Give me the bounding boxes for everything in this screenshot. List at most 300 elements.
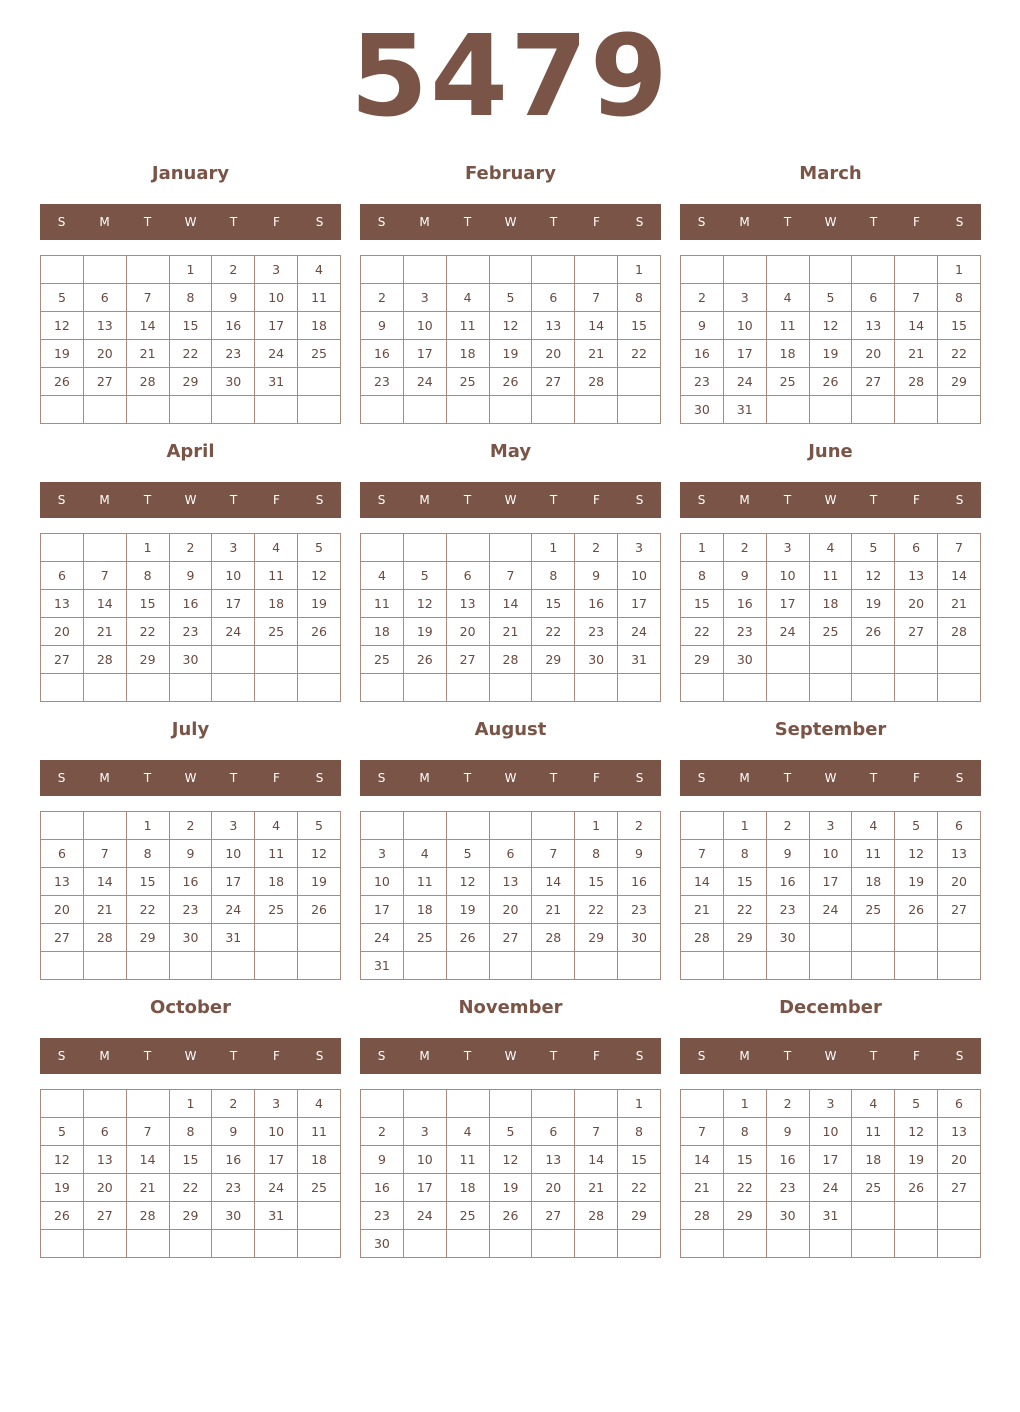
day-cell: 12 bbox=[446, 868, 489, 896]
week-row bbox=[361, 340, 661, 368]
weekday-label: T bbox=[143, 493, 152, 507]
day-cell: 1 bbox=[723, 1090, 766, 1118]
week-row bbox=[41, 896, 341, 924]
day-grid bbox=[360, 1089, 661, 1258]
empty-day-cell bbox=[298, 1202, 341, 1230]
weekday-label: W bbox=[504, 771, 517, 785]
empty-day-cell bbox=[938, 924, 981, 952]
day-cell: 15 bbox=[169, 1146, 212, 1174]
day-cell: 19 bbox=[895, 1146, 938, 1174]
week-row bbox=[41, 1146, 341, 1174]
day-cell: 8 bbox=[938, 284, 981, 312]
day-cell: 8 bbox=[532, 562, 575, 590]
day-cell: 21 bbox=[126, 1174, 169, 1202]
day-cell: 5 bbox=[298, 534, 341, 562]
day-cell: 10 bbox=[809, 1118, 852, 1146]
weekday-header bbox=[680, 204, 981, 240]
day-cell: 16 bbox=[681, 340, 724, 368]
day-cell: 1 bbox=[169, 256, 212, 284]
day-cell: 19 bbox=[489, 1174, 532, 1202]
day-cell: 27 bbox=[83, 368, 126, 396]
day-cell: 14 bbox=[938, 562, 981, 590]
week-row bbox=[681, 674, 981, 702]
day-cell: 24 bbox=[618, 618, 661, 646]
weekday-header bbox=[360, 204, 661, 240]
empty-day-cell bbox=[852, 256, 895, 284]
empty-day-cell bbox=[681, 674, 724, 702]
day-cell: 9 bbox=[575, 562, 618, 590]
empty-day-cell bbox=[126, 674, 169, 702]
day-cell: 2 bbox=[575, 534, 618, 562]
empty-day-cell bbox=[723, 256, 766, 284]
day-cell: 4 bbox=[852, 812, 895, 840]
weekday-label: F bbox=[913, 493, 920, 507]
empty-day-cell bbox=[403, 674, 446, 702]
day-cell: 11 bbox=[298, 284, 341, 312]
week-row bbox=[41, 618, 341, 646]
day-cell: 28 bbox=[126, 368, 169, 396]
weekday-label: T bbox=[229, 493, 238, 507]
day-cell: 5 bbox=[41, 284, 84, 312]
day-cell: 31 bbox=[809, 1202, 852, 1230]
week-row bbox=[361, 312, 661, 340]
day-cell: 17 bbox=[766, 590, 809, 618]
day-cell: 11 bbox=[809, 562, 852, 590]
day-cell: 21 bbox=[83, 618, 126, 646]
empty-day-cell bbox=[489, 1230, 532, 1258]
day-cell: 31 bbox=[618, 646, 661, 674]
day-cell: 19 bbox=[41, 340, 84, 368]
weekday-header bbox=[40, 760, 341, 796]
day-cell: 31 bbox=[212, 924, 255, 952]
day-cell: 9 bbox=[212, 284, 255, 312]
day-cell: 7 bbox=[83, 840, 126, 868]
empty-day-cell bbox=[403, 534, 446, 562]
day-cell: 4 bbox=[255, 534, 298, 562]
day-cell: 27 bbox=[489, 924, 532, 952]
day-cell: 16 bbox=[361, 340, 404, 368]
day-cell: 16 bbox=[361, 1174, 404, 1202]
day-cell: 4 bbox=[766, 284, 809, 312]
day-cell: 30 bbox=[723, 646, 766, 674]
weekday-header bbox=[360, 760, 661, 796]
empty-day-cell bbox=[255, 396, 298, 424]
day-cell: 1 bbox=[169, 1090, 212, 1118]
day-cell: 22 bbox=[618, 340, 661, 368]
empty-day-cell bbox=[446, 396, 489, 424]
day-cell: 13 bbox=[938, 1118, 981, 1146]
empty-day-cell bbox=[532, 674, 575, 702]
weekday-label: T bbox=[869, 493, 878, 507]
weekday-label: S bbox=[697, 1049, 706, 1063]
empty-day-cell bbox=[852, 924, 895, 952]
empty-day-cell bbox=[852, 396, 895, 424]
weekday-label: S bbox=[57, 493, 66, 507]
day-cell: 13 bbox=[41, 868, 84, 896]
week-row bbox=[41, 368, 341, 396]
day-cell: 8 bbox=[618, 284, 661, 312]
day-cell: 15 bbox=[618, 1146, 661, 1174]
day-cell: 14 bbox=[489, 590, 532, 618]
day-cell: 25 bbox=[809, 618, 852, 646]
day-cell: 1 bbox=[938, 256, 981, 284]
day-cell: 28 bbox=[895, 368, 938, 396]
empty-day-cell bbox=[83, 674, 126, 702]
day-cell: 27 bbox=[532, 368, 575, 396]
weekday-label: W bbox=[184, 493, 197, 507]
weekday-label: M bbox=[419, 771, 430, 785]
day-cell: 19 bbox=[895, 868, 938, 896]
empty-day-cell bbox=[532, 396, 575, 424]
day-cell: 28 bbox=[532, 924, 575, 952]
empty-day-cell bbox=[83, 396, 126, 424]
empty-day-cell bbox=[618, 368, 661, 396]
empty-day-cell bbox=[126, 1090, 169, 1118]
empty-day-cell bbox=[681, 256, 724, 284]
day-cell: 23 bbox=[766, 1174, 809, 1202]
day-cell: 15 bbox=[126, 590, 169, 618]
day-cell: 9 bbox=[766, 840, 809, 868]
weekday-label: T bbox=[463, 1049, 472, 1063]
week-row bbox=[41, 924, 341, 952]
day-cell: 23 bbox=[723, 618, 766, 646]
weekday-label: W bbox=[184, 771, 197, 785]
day-cell: 25 bbox=[298, 340, 341, 368]
day-grid bbox=[680, 1089, 981, 1258]
weekday-header bbox=[360, 482, 661, 518]
day-cell: 21 bbox=[532, 896, 575, 924]
day-cell: 1 bbox=[126, 534, 169, 562]
week-row bbox=[681, 534, 981, 562]
empty-day-cell bbox=[938, 646, 981, 674]
week-row bbox=[41, 1090, 341, 1118]
day-cell: 8 bbox=[618, 1118, 661, 1146]
day-cell: 26 bbox=[298, 896, 341, 924]
day-cell: 17 bbox=[809, 868, 852, 896]
week-row bbox=[361, 562, 661, 590]
day-cell: 14 bbox=[895, 312, 938, 340]
empty-day-cell bbox=[489, 396, 532, 424]
day-cell: 20 bbox=[489, 896, 532, 924]
day-cell: 14 bbox=[83, 868, 126, 896]
day-cell: 22 bbox=[126, 896, 169, 924]
day-cell: 12 bbox=[298, 840, 341, 868]
week-row bbox=[361, 952, 661, 980]
empty-day-cell bbox=[83, 534, 126, 562]
week-row bbox=[41, 340, 341, 368]
empty-day-cell bbox=[298, 674, 341, 702]
day-cell: 29 bbox=[169, 1202, 212, 1230]
week-row bbox=[681, 396, 981, 424]
day-cell: 2 bbox=[618, 812, 661, 840]
empty-day-cell bbox=[809, 646, 852, 674]
empty-day-cell bbox=[809, 1230, 852, 1258]
day-cell: 7 bbox=[938, 534, 981, 562]
empty-day-cell bbox=[255, 1230, 298, 1258]
day-cell: 30 bbox=[212, 1202, 255, 1230]
empty-day-cell bbox=[212, 646, 255, 674]
empty-day-cell bbox=[41, 1090, 84, 1118]
day-cell: 6 bbox=[938, 812, 981, 840]
empty-day-cell bbox=[723, 952, 766, 980]
weekday-label: T bbox=[143, 1049, 152, 1063]
empty-day-cell bbox=[298, 924, 341, 952]
empty-day-cell bbox=[126, 1230, 169, 1258]
weekday-label: S bbox=[955, 215, 964, 229]
weekday-header bbox=[40, 1038, 341, 1074]
week-row bbox=[361, 1174, 661, 1202]
empty-day-cell bbox=[446, 256, 489, 284]
empty-day-cell bbox=[766, 646, 809, 674]
day-cell: 24 bbox=[212, 896, 255, 924]
weekday-label: M bbox=[99, 1049, 110, 1063]
week-row bbox=[681, 590, 981, 618]
day-cell: 18 bbox=[298, 1146, 341, 1174]
day-cell: 2 bbox=[361, 1118, 404, 1146]
empty-day-cell bbox=[41, 812, 84, 840]
week-row bbox=[41, 1118, 341, 1146]
week-row bbox=[361, 618, 661, 646]
empty-day-cell bbox=[489, 674, 532, 702]
day-cell: 18 bbox=[361, 618, 404, 646]
day-cell: 11 bbox=[446, 1146, 489, 1174]
empty-day-cell bbox=[618, 396, 661, 424]
empty-day-cell bbox=[361, 256, 404, 284]
weekday-label: S bbox=[377, 1049, 386, 1063]
day-cell: 7 bbox=[681, 1118, 724, 1146]
day-cell: 14 bbox=[575, 312, 618, 340]
day-cell: 1 bbox=[575, 812, 618, 840]
day-cell: 6 bbox=[532, 284, 575, 312]
empty-day-cell bbox=[618, 952, 661, 980]
day-cell: 12 bbox=[489, 312, 532, 340]
weekday-label: T bbox=[869, 771, 878, 785]
day-cell: 17 bbox=[255, 312, 298, 340]
day-cell: 10 bbox=[212, 840, 255, 868]
day-cell: 30 bbox=[575, 646, 618, 674]
day-cell: 5 bbox=[403, 562, 446, 590]
day-cell: 2 bbox=[681, 284, 724, 312]
day-cell: 28 bbox=[938, 618, 981, 646]
weekday-label: F bbox=[593, 771, 600, 785]
week-row bbox=[41, 840, 341, 868]
day-cell: 12 bbox=[298, 562, 341, 590]
day-cell: 20 bbox=[938, 1146, 981, 1174]
day-cell: 24 bbox=[255, 1174, 298, 1202]
empty-day-cell bbox=[298, 952, 341, 980]
day-cell: 14 bbox=[681, 1146, 724, 1174]
weekday-label: F bbox=[273, 771, 280, 785]
day-cell: 3 bbox=[618, 534, 661, 562]
day-cell: 31 bbox=[255, 368, 298, 396]
day-cell: 12 bbox=[489, 1146, 532, 1174]
empty-day-cell bbox=[575, 396, 618, 424]
day-cell: 7 bbox=[575, 284, 618, 312]
day-cell: 28 bbox=[575, 1202, 618, 1230]
day-cell: 18 bbox=[298, 312, 341, 340]
day-cell: 16 bbox=[169, 868, 212, 896]
day-cell: 6 bbox=[938, 1090, 981, 1118]
day-cell: 3 bbox=[212, 534, 255, 562]
week-row bbox=[361, 1230, 661, 1258]
month-title: June bbox=[808, 441, 853, 462]
weekday-label: S bbox=[57, 215, 66, 229]
week-row bbox=[41, 1174, 341, 1202]
empty-day-cell bbox=[41, 396, 84, 424]
week-row bbox=[681, 924, 981, 952]
day-cell: 25 bbox=[852, 1174, 895, 1202]
day-cell: 22 bbox=[169, 1174, 212, 1202]
empty-day-cell bbox=[298, 396, 341, 424]
day-cell: 12 bbox=[403, 590, 446, 618]
day-cell: 31 bbox=[255, 1202, 298, 1230]
day-cell: 14 bbox=[575, 1146, 618, 1174]
empty-day-cell bbox=[723, 674, 766, 702]
day-cell: 29 bbox=[532, 646, 575, 674]
weekday-label: S bbox=[315, 771, 324, 785]
day-cell: 8 bbox=[723, 840, 766, 868]
day-cell: 18 bbox=[852, 868, 895, 896]
empty-day-cell bbox=[361, 1090, 404, 1118]
day-cell: 13 bbox=[895, 562, 938, 590]
empty-day-cell bbox=[532, 812, 575, 840]
weekday-label: F bbox=[273, 493, 280, 507]
empty-day-cell bbox=[361, 534, 404, 562]
weekday-label: W bbox=[824, 493, 837, 507]
day-cell: 17 bbox=[403, 1174, 446, 1202]
empty-day-cell bbox=[766, 1230, 809, 1258]
empty-day-cell bbox=[489, 534, 532, 562]
day-cell: 24 bbox=[403, 368, 446, 396]
week-row bbox=[681, 256, 981, 284]
day-cell: 4 bbox=[403, 840, 446, 868]
day-cell: 25 bbox=[255, 618, 298, 646]
day-cell: 22 bbox=[575, 896, 618, 924]
day-cell: 5 bbox=[809, 284, 852, 312]
empty-day-cell bbox=[298, 1230, 341, 1258]
day-cell: 12 bbox=[809, 312, 852, 340]
empty-day-cell bbox=[446, 812, 489, 840]
day-cell: 6 bbox=[41, 840, 84, 868]
week-row bbox=[41, 646, 341, 674]
week-row bbox=[41, 590, 341, 618]
day-cell: 16 bbox=[618, 868, 661, 896]
empty-day-cell bbox=[895, 256, 938, 284]
day-cell: 21 bbox=[575, 1174, 618, 1202]
empty-day-cell bbox=[618, 674, 661, 702]
weekday-label: F bbox=[913, 215, 920, 229]
day-cell: 3 bbox=[723, 284, 766, 312]
day-cell: 9 bbox=[766, 1118, 809, 1146]
week-row bbox=[681, 618, 981, 646]
day-cell: 23 bbox=[212, 1174, 255, 1202]
weekday-label: S bbox=[57, 771, 66, 785]
empty-day-cell bbox=[809, 674, 852, 702]
day-cell: 15 bbox=[532, 590, 575, 618]
day-cell: 5 bbox=[489, 284, 532, 312]
day-cell: 8 bbox=[723, 1118, 766, 1146]
day-cell: 23 bbox=[361, 368, 404, 396]
weekday-label: T bbox=[463, 771, 472, 785]
day-cell: 17 bbox=[212, 868, 255, 896]
weekday-label: M bbox=[419, 493, 430, 507]
day-cell: 1 bbox=[618, 1090, 661, 1118]
day-cell: 3 bbox=[212, 812, 255, 840]
day-cell: 6 bbox=[83, 1118, 126, 1146]
day-cell: 17 bbox=[618, 590, 661, 618]
week-row bbox=[681, 340, 981, 368]
day-cell: 30 bbox=[169, 646, 212, 674]
weekday-label: W bbox=[184, 215, 197, 229]
day-cell: 11 bbox=[361, 590, 404, 618]
day-grid bbox=[360, 811, 661, 980]
day-cell: 27 bbox=[446, 646, 489, 674]
day-cell: 18 bbox=[446, 1174, 489, 1202]
day-cell: 28 bbox=[681, 924, 724, 952]
day-cell: 1 bbox=[532, 534, 575, 562]
day-cell: 4 bbox=[852, 1090, 895, 1118]
empty-day-cell bbox=[489, 256, 532, 284]
day-cell: 5 bbox=[852, 534, 895, 562]
day-cell: 29 bbox=[126, 924, 169, 952]
weekday-label: F bbox=[273, 215, 280, 229]
day-cell: 16 bbox=[169, 590, 212, 618]
empty-day-cell bbox=[489, 812, 532, 840]
day-cell: 28 bbox=[83, 924, 126, 952]
day-cell: 7 bbox=[575, 1118, 618, 1146]
day-cell: 2 bbox=[766, 812, 809, 840]
day-cell: 26 bbox=[895, 896, 938, 924]
empty-day-cell bbox=[83, 812, 126, 840]
empty-day-cell bbox=[403, 812, 446, 840]
weekday-label: S bbox=[315, 1049, 324, 1063]
empty-day-cell bbox=[895, 396, 938, 424]
empty-day-cell bbox=[255, 924, 298, 952]
empty-day-cell bbox=[681, 1090, 724, 1118]
empty-day-cell bbox=[766, 396, 809, 424]
weekday-label: F bbox=[273, 1049, 280, 1063]
week-row bbox=[361, 1202, 661, 1230]
week-row bbox=[681, 1118, 981, 1146]
week-row bbox=[361, 674, 661, 702]
weekday-label: S bbox=[57, 1049, 66, 1063]
week-row bbox=[681, 562, 981, 590]
day-cell: 3 bbox=[809, 812, 852, 840]
day-cell: 2 bbox=[169, 534, 212, 562]
day-cell: 3 bbox=[403, 1118, 446, 1146]
day-cell: 19 bbox=[298, 590, 341, 618]
day-cell: 7 bbox=[895, 284, 938, 312]
week-row bbox=[361, 646, 661, 674]
day-cell: 17 bbox=[255, 1146, 298, 1174]
weekday-header bbox=[40, 482, 341, 518]
day-cell: 13 bbox=[532, 1146, 575, 1174]
week-row bbox=[41, 1230, 341, 1258]
week-row bbox=[681, 1202, 981, 1230]
weekday-label: W bbox=[824, 215, 837, 229]
week-row bbox=[681, 1174, 981, 1202]
day-cell: 5 bbox=[41, 1118, 84, 1146]
week-row bbox=[41, 534, 341, 562]
day-cell: 4 bbox=[446, 284, 489, 312]
day-cell: 21 bbox=[489, 618, 532, 646]
month-title: December bbox=[779, 997, 882, 1018]
day-cell: 15 bbox=[126, 868, 169, 896]
week-row bbox=[681, 840, 981, 868]
week-row bbox=[361, 1118, 661, 1146]
day-cell: 28 bbox=[83, 646, 126, 674]
day-cell: 17 bbox=[212, 590, 255, 618]
